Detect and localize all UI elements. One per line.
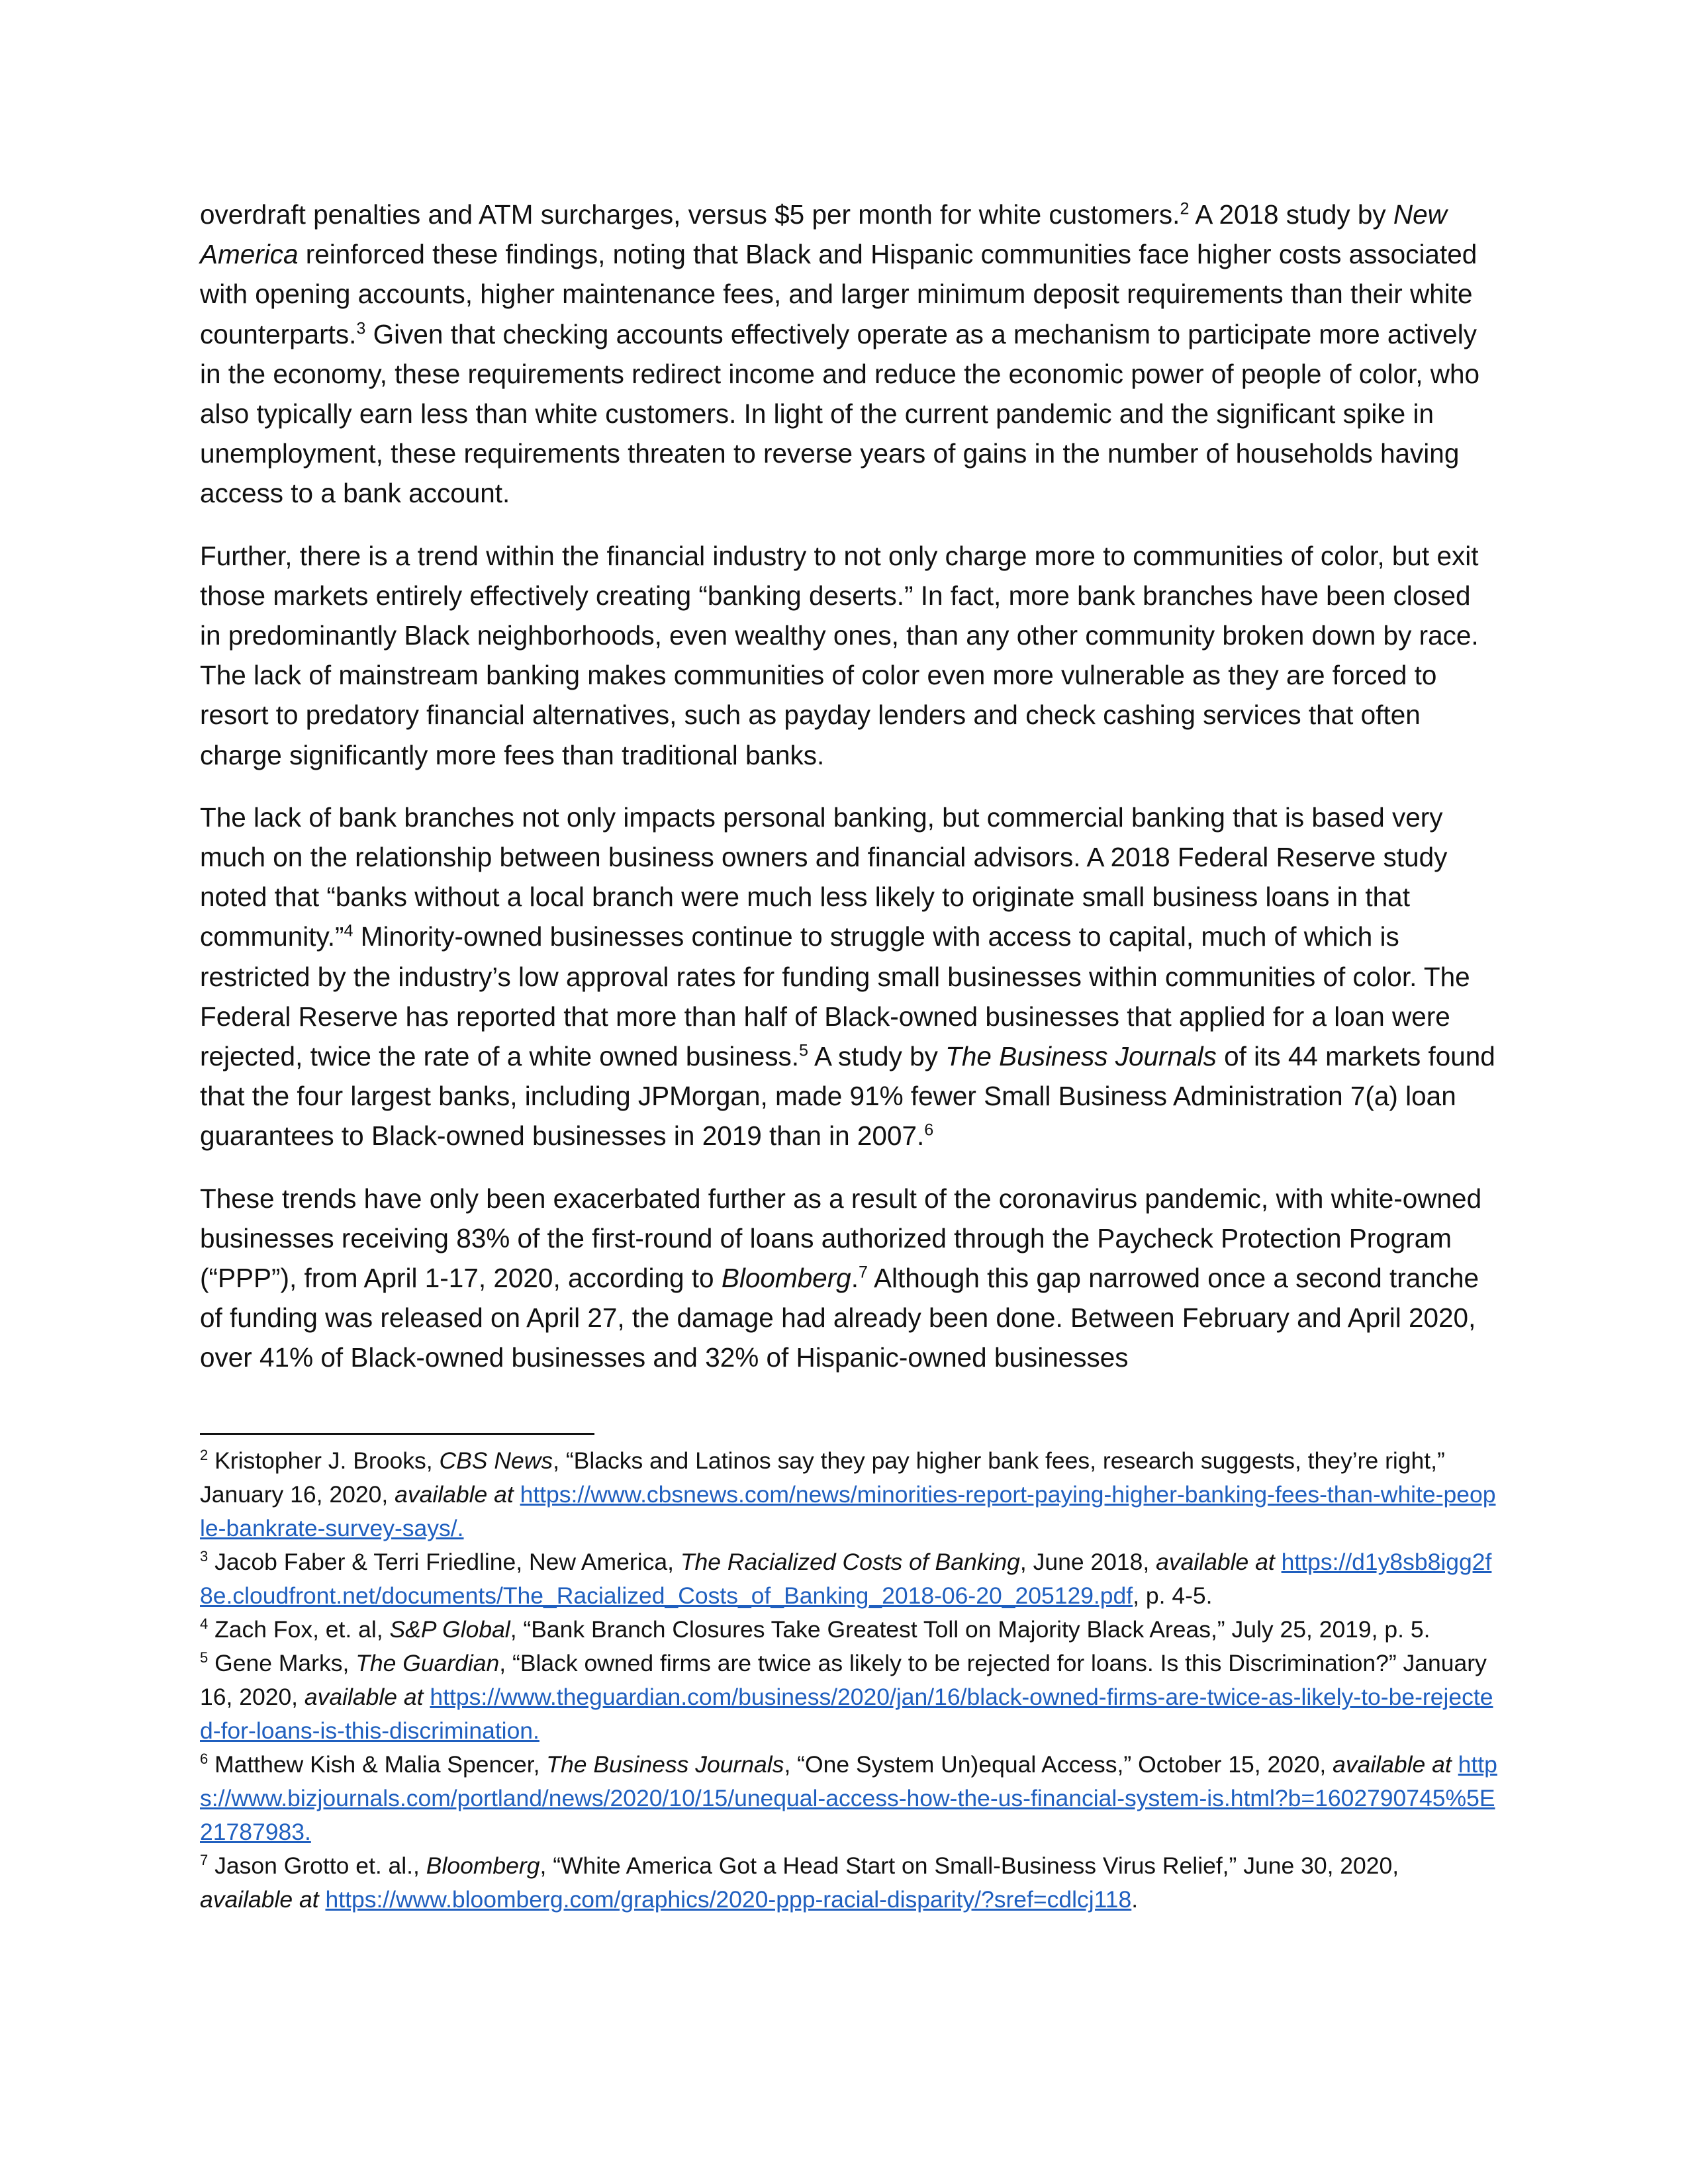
footnote-3	[200, 1545, 1497, 1613]
footnote-ref-2[interactable]: 2	[1180, 199, 1190, 218]
footnote-ref-3[interactable]: 3	[356, 319, 366, 338]
available-at-label: available at	[200, 1886, 319, 1913]
paragraph-text: .	[851, 1263, 859, 1294]
paragraph-text: A study by	[808, 1041, 946, 1072]
italic-source: New America	[200, 199, 1447, 270]
footnotes	[200, 1444, 1497, 1917]
footnote-ref-7[interactable]: 7	[858, 1263, 868, 1282]
footnote-number: 4	[200, 1615, 209, 1633]
footnote-2	[200, 1444, 1497, 1545]
paragraph-text: Further, there is a trend within the financial industry to not only charge more to communities of color, but exit those markets entirely effectively creating “banking deserts.” In fact, more bank branches have been closed in predominantly Black neighborhoods, even wealthy ones, than any other community broken down by race. The lack of mainstream banking makes communities of color even more vulnerable as they are forced to resort to predatory financial alternatives, such as payday lenders and check cashing services that often charge significantly more fees than traditional banks.	[200, 540, 1479, 770]
available-at-label: available at	[1156, 1549, 1275, 1575]
footnote-source: The Business Journals	[546, 1751, 784, 1778]
footnote-4	[200, 1613, 1497, 1647]
footnote-number: 3	[200, 1548, 209, 1565]
footnote-text: , “Bank Branch Closures Take Greatest Toll on Majority Black Areas,” July 25, 2019, p. 5.	[510, 1616, 1430, 1643]
italic-source: Bloomberg	[721, 1263, 851, 1294]
paragraph-text: of its 44 markets found that the four largest banks, including JPMorgan, made 91% fewer Small Business Administration 7(a) loan guarantees to Black-owned businesses in 2019 than in 2007.	[200, 1041, 1495, 1152]
paragraph-1	[200, 195, 1497, 514]
footnote-ref-6[interactable]: 6	[924, 1120, 934, 1140]
footnote-source: CBS News	[439, 1447, 553, 1474]
footnote-source: S&P Global	[389, 1616, 510, 1643]
spacer	[514, 1481, 520, 1508]
spacer	[1452, 1751, 1458, 1778]
italic-source: The Business Journals	[945, 1041, 1217, 1072]
paragraph-3	[200, 797, 1497, 1156]
footnote-text: , “One System Un)equal Access,” October 15, 2020,	[784, 1751, 1333, 1778]
footnote-ref-4[interactable]: 4	[344, 921, 353, 940]
footnote-text: , “Black owned firms are twice as likely to be rejected for loans. Is this Discrimination?” January 16, 2020,	[200, 1650, 1487, 1710]
paragraph-text: Minority-owned businesses continue to struggle with access to capital, much of which is restricted by the industry’s low approval rates for funding small businesses within communities of color. The Federal Reserve has reported that more than half of Black-owned businesses that applied for a loan were rejected, twice the rate of a white owned business.	[200, 921, 1470, 1072]
paragraph-text: These trends have only been exacerbated further as a result of the coronavirus pandemic, with white-owned businesses receiving 83% of the first-round of loans authorized through the Paycheck Protection Program (“PPP”), from April 1-17, 2020, according to	[200, 1183, 1482, 1294]
footnote-ref-5[interactable]: 5	[799, 1041, 808, 1060]
available-at-label: available at	[1333, 1751, 1452, 1778]
footnote-text: , “White America Got a Head Start on Small-Business Virus Relief,” June 30, 2020,	[539, 1852, 1399, 1879]
body-text	[200, 195, 1497, 1400]
footnote-6	[200, 1748, 1497, 1849]
footnote-number: 6	[200, 1751, 209, 1768]
footnote-separator	[200, 1433, 594, 1435]
paragraph-text: The lack of bank branches not only impacts personal banking, but commercial banking that is based very much on the relationship between business owners and financial advisors. A 2018 Federal Reserve study noted that “banks without a local branch were much less likely to originate small business loans in that community.”	[200, 801, 1448, 952]
paragraph-2	[200, 536, 1497, 775]
footnote-source: Bloomberg	[426, 1852, 540, 1879]
available-at-label: available at	[304, 1684, 424, 1710]
paragraph-4	[200, 1179, 1497, 1378]
paragraph-text: reinforced these findings, noting that Black and Hispanic communities face higher costs associated with opening accounts, higher maintenance fees, and larger minimum deposit requirements than their white counterparts.	[200, 239, 1477, 349]
footnote-link[interactable]: https://d1y8sb8igg2f8e.cloudfront.net/documents/The_Racialized_Costs_of_Banking_2018-06-20_205129.pdf	[200, 1549, 1492, 1609]
footnote-tail: .	[1131, 1886, 1139, 1913]
footnote-link[interactable]: https://www.cbsnews.com/news/minorities-report-paying-higher-banking-fees-than-white-people-bankrate-survey-says/.	[200, 1481, 1496, 1541]
footnote-source: The Guardian	[355, 1650, 500, 1676]
footnote-text: , “Blacks and Latinos say they pay higher bank fees, research suggests, they’re right,” January 16, 2020,	[200, 1447, 1445, 1508]
paragraph-text: Although this gap narrowed once a second tranche of funding was released on April 27, the damage had already been done. Between February and April 2020, over 41% of Black-owned businesses and 32% of Hispanic-owned businesses	[200, 1263, 1479, 1373]
footnote-link[interactable]: https://www.bizjournals.com/portland/news/2020/10/15/unequal-access-how-the-us-financial-system-is.html?b=1602790745%5E21787983.	[200, 1751, 1497, 1845]
footnote-number: 7	[200, 1852, 209, 1869]
footnote-author: Matthew Kish & Malia Spencer,	[208, 1751, 547, 1778]
paragraph-text: overdraft penalties and ATM surcharges, versus $5 per month for white customers.	[200, 199, 1180, 230]
paragraph-text: A 2018 study by	[1189, 199, 1393, 230]
footnote-author: Zach Fox, et. al,	[208, 1616, 390, 1643]
footnote-source: The Racialized Costs of Banking	[680, 1549, 1020, 1575]
footnote-text: , June 2018,	[1019, 1549, 1156, 1575]
spacer	[424, 1684, 430, 1710]
footnote-5	[200, 1647, 1497, 1748]
footnote-author: Gene Marks,	[208, 1650, 356, 1676]
footnote-link[interactable]: https://www.bloomberg.com/graphics/2020-ppp-racial-disparity/?sref=cdlcj118	[325, 1886, 1132, 1913]
footnote-link[interactable]: https://www.theguardian.com/business/2020/jan/16/black-owned-firms-are-twice-as-likely-to-be-rejected-for-loans-is-this-discrimination.	[200, 1684, 1493, 1744]
available-at-label: available at	[395, 1481, 514, 1508]
footnote-7	[200, 1849, 1497, 1917]
spacer	[319, 1886, 326, 1913]
footnote-author: Jason Grotto et. al.,	[208, 1852, 426, 1879]
footnote-number: 2	[200, 1447, 209, 1464]
spacer	[1275, 1549, 1282, 1575]
footnote-tail: , p. 4-5.	[1133, 1582, 1213, 1609]
footnote-author: Kristopher J. Brooks,	[208, 1447, 440, 1474]
paragraph-text: Given that checking accounts effectively operate as a mechanism to participate more actively in the economy, these requirements redirect income and reduce the economic power of people of color, who also typically earn less than white customers. In light of the current pandemic and the significant spike in unemployment, these requirements threaten to reverse years of gains in the number of households having access to a bank account.	[200, 318, 1480, 509]
footnote-number: 5	[200, 1649, 209, 1666]
footnote-author: Jacob Faber & Terri Friedline, New America,	[208, 1549, 680, 1575]
